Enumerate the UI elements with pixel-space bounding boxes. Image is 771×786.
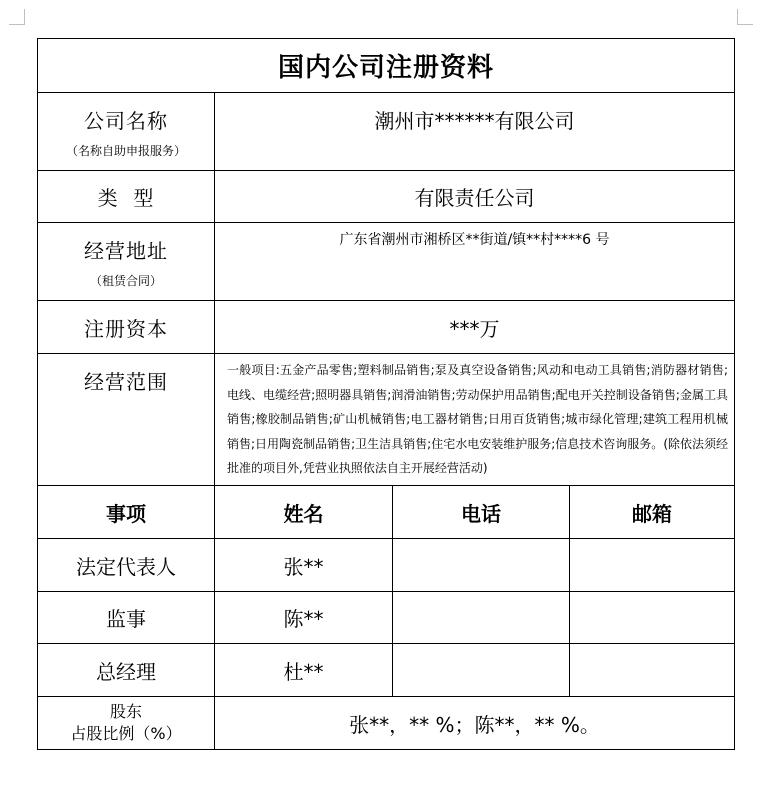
email-cell — [570, 644, 735, 697]
name-cell — [215, 539, 393, 592]
company-name-sub-label: （名称自助申报服务） — [65, 143, 186, 158]
address-label: 经营地址 — [84, 238, 168, 263]
email-cell — [570, 539, 735, 592]
title-cell — [38, 39, 735, 93]
document-title: 国内公司注册资料 — [278, 53, 495, 83]
company-name-value-cell — [215, 93, 735, 171]
header-cell-name — [215, 486, 393, 539]
header-email: 邮箱 — [632, 501, 672, 526]
company-type-row — [38, 171, 735, 223]
name-cell — [215, 644, 393, 697]
name-cell — [215, 592, 393, 644]
role-cell — [38, 539, 215, 592]
header-cell-email — [570, 486, 735, 539]
scope-value: 一般项目:五金产品零售;塑料制品销售;泵及真空设备销售;风动和电动工具销售;消防器材销售;电线、电缆经营;照明器具销售;润滑油销售;劳动保护用品销售;配电开关控制设备销售;金属工具销售;橡胶制品销售;矿山机械销售;电工器材销售;日用百货销售;城市绿化管理;建筑工程用机械销售;日用陶瓷制品销售;卫生洁具销售;住宅水电安装维护服务;信息技术咨询服务。(除依法须经批准的项目外,凭营业执照依法自主开展经营活动) — [227, 363, 729, 476]
personnel-header-row — [38, 486, 735, 539]
role-cell — [38, 592, 215, 644]
page-corner-mark-right — [737, 9, 753, 25]
company-name-label-cell — [38, 93, 215, 171]
scope-row — [38, 354, 735, 486]
shareholders-value: 张**，** %；陈**，** %。 — [349, 712, 600, 737]
header-name: 姓名 — [283, 501, 324, 526]
capital-label-cell — [38, 301, 215, 354]
company-type-label: 类 型 — [97, 186, 155, 210]
table-row — [38, 592, 735, 644]
role-cell — [38, 644, 215, 697]
header-item: 事项 — [106, 501, 146, 526]
address-sub-label: （租赁合同） — [89, 273, 162, 288]
shareholding-ratio-label: 占股比例（%） — [70, 724, 182, 743]
title-row — [38, 39, 735, 93]
capital-value: ***万 — [449, 316, 500, 341]
address-row — [38, 223, 735, 301]
person-name: 张** — [283, 554, 324, 579]
shareholders-row — [38, 697, 735, 750]
capital-row — [38, 301, 735, 354]
company-type-value-cell — [215, 171, 735, 223]
registration-form-table — [37, 38, 735, 750]
person-name: 杜** — [283, 659, 324, 684]
capital-value-cell — [215, 301, 735, 354]
person-name: 陈** — [283, 607, 324, 631]
company-name-label: 公司名称 — [84, 108, 168, 133]
address-value: 广东省潮州市湘桥区**街道/镇**村****6 号 — [339, 232, 610, 248]
table-row — [38, 644, 735, 697]
header-cell-phone — [393, 486, 570, 539]
address-value-cell — [215, 223, 735, 301]
header-phone: 电话 — [461, 501, 501, 526]
scope-label-cell — [38, 354, 215, 486]
person-role-legal-rep: 法定代表人 — [76, 554, 176, 579]
shareholders-label: 股东 — [109, 702, 142, 721]
shareholders-value-cell — [215, 697, 735, 750]
page-corner-mark-left — [9, 9, 25, 25]
phone-cell — [393, 644, 570, 697]
header-cell-item — [38, 486, 215, 539]
company-name-value: 潮州市******有限公司 — [374, 109, 575, 133]
scope-label: 经营范围 — [84, 370, 168, 394]
company-type-label-cell — [38, 171, 215, 223]
person-role-supervisor: 监事 — [106, 607, 146, 631]
capital-label: 注册资本 — [84, 316, 168, 341]
phone-cell — [393, 539, 570, 592]
email-cell — [570, 592, 735, 644]
scope-value-cell — [215, 354, 735, 486]
shareholders-label-cell — [38, 697, 215, 750]
company-type-value: 有限责任公司 — [414, 186, 535, 210]
table-row — [38, 539, 735, 592]
phone-cell — [393, 592, 570, 644]
address-label-cell — [38, 223, 215, 301]
person-role-general-manager: 总经理 — [96, 659, 156, 684]
company-name-row — [38, 93, 735, 171]
